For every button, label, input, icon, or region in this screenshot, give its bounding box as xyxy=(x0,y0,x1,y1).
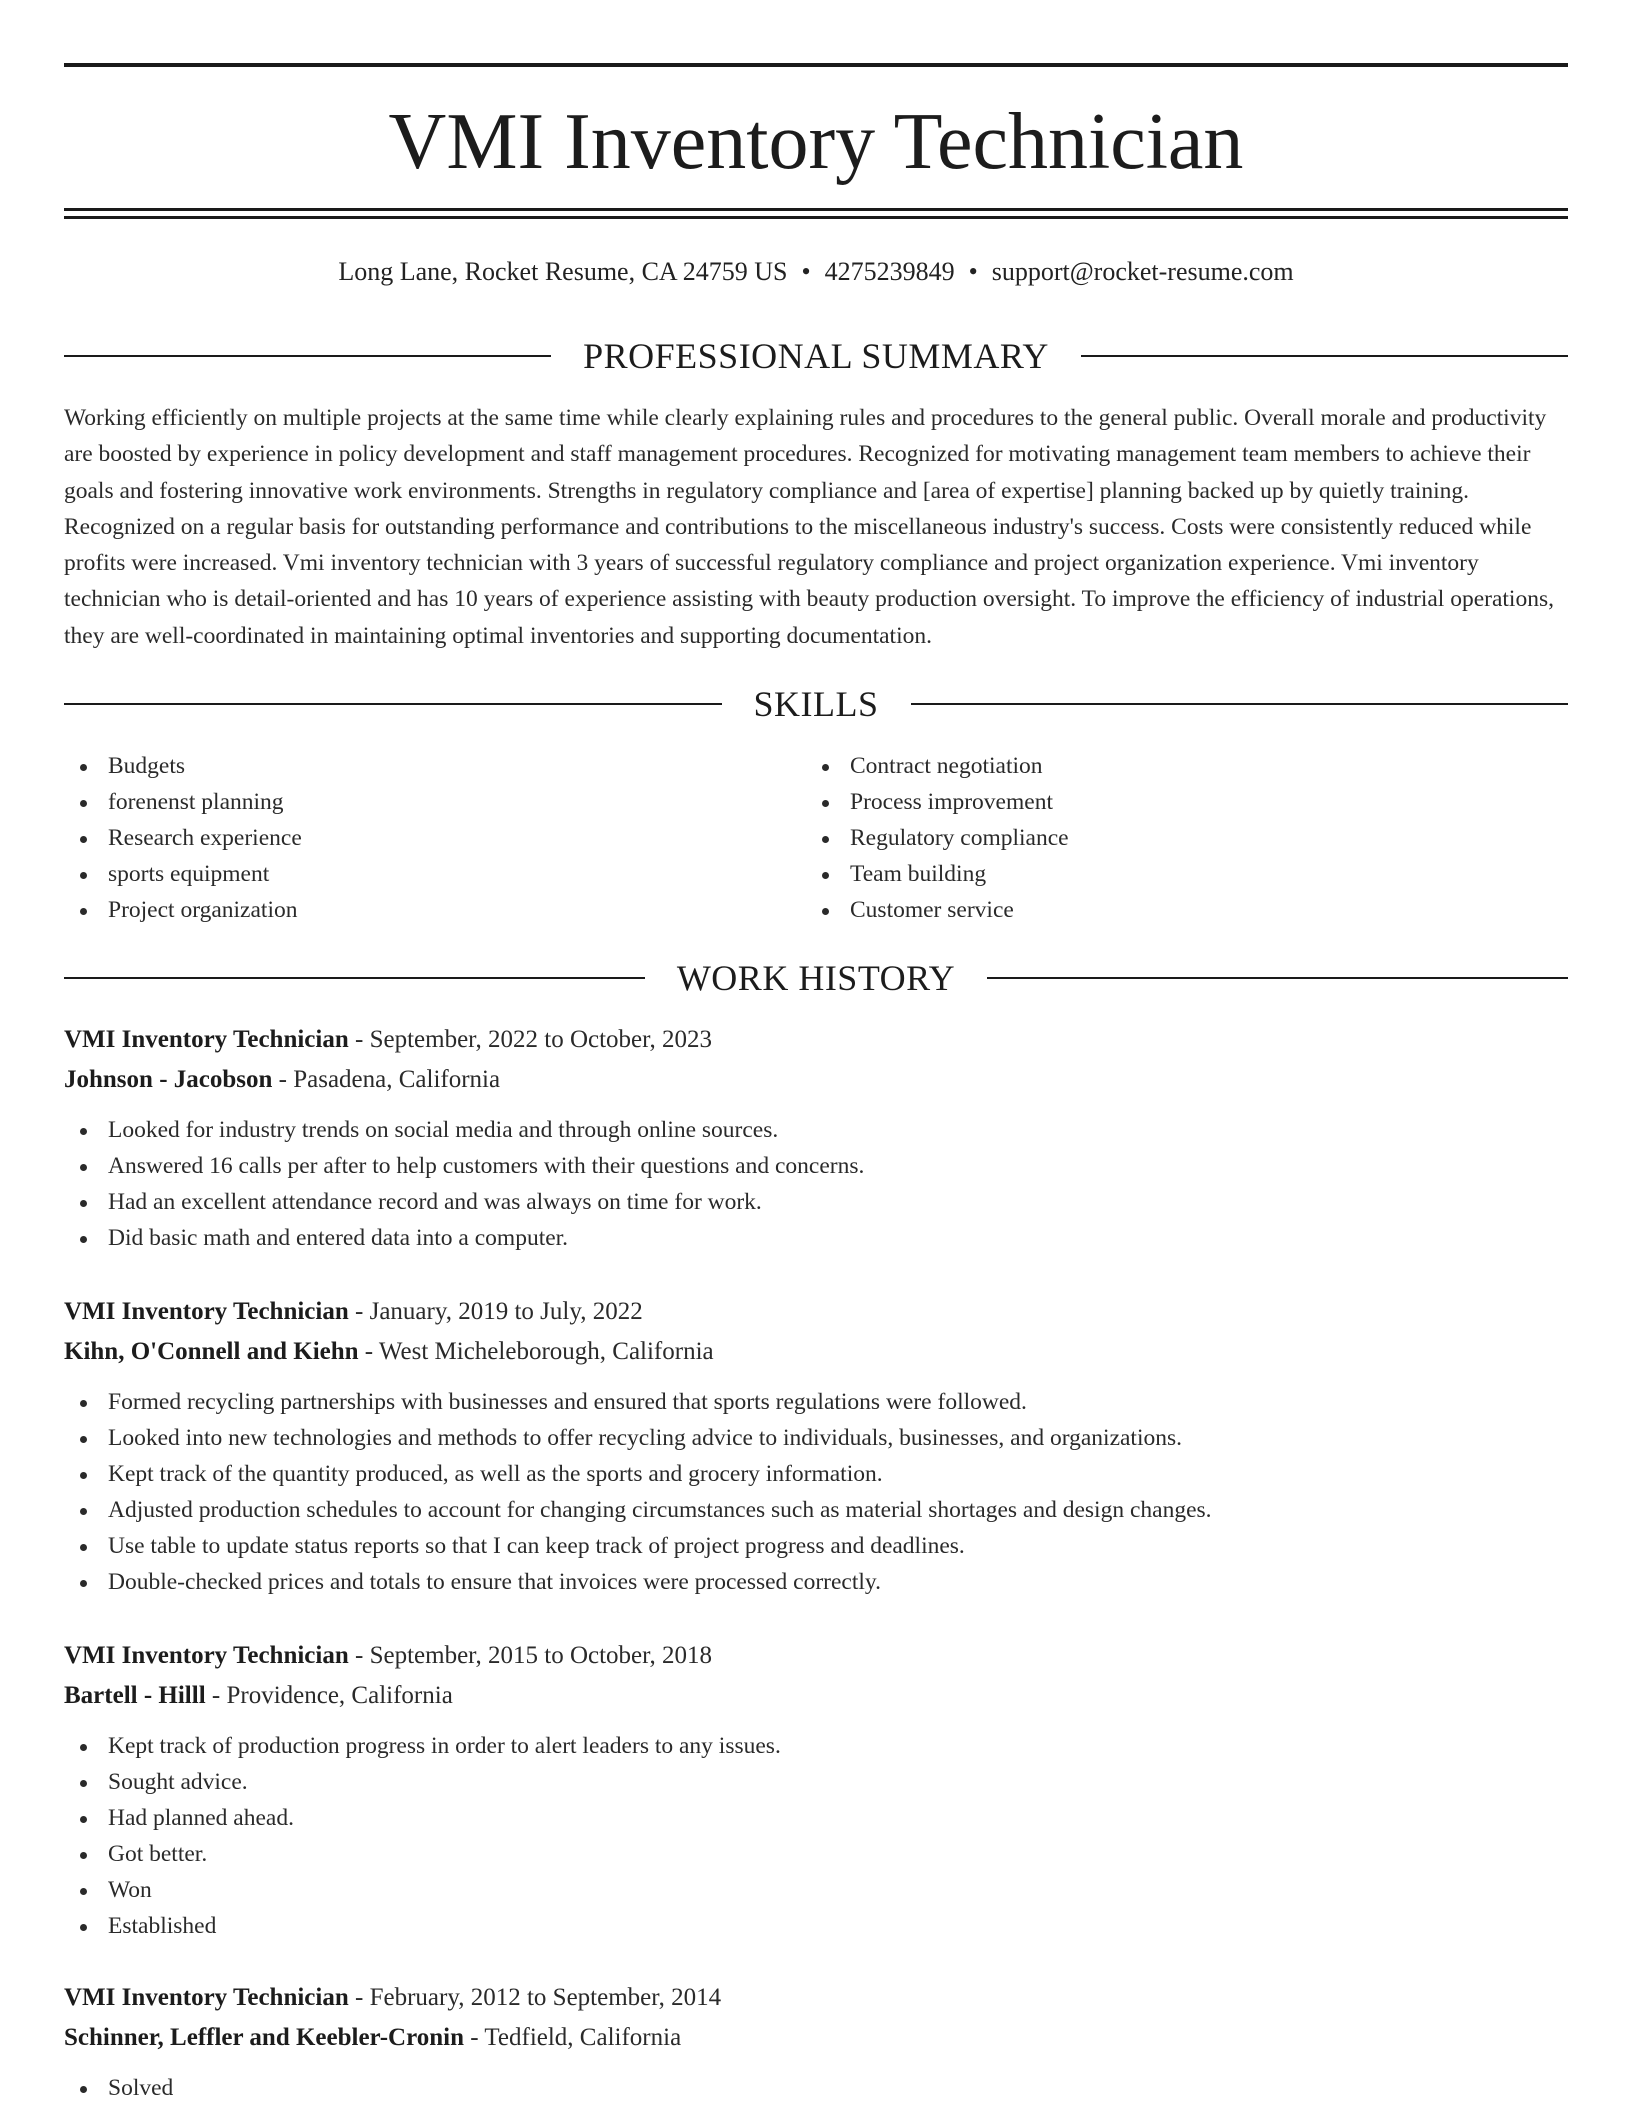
heading-rule xyxy=(1081,355,1568,357)
heading-rule xyxy=(64,703,722,705)
job-company-line xyxy=(64,2018,1568,2058)
job-title: VMI Inventory Technician xyxy=(64,1642,349,1669)
skill-item: forenenst planning xyxy=(64,784,764,820)
job-dates: - September, 2015 to October, 2018 xyxy=(348,1642,712,1669)
job-title: VMI Inventory Technician xyxy=(64,1984,349,2011)
job-bullet: Answered 16 calls per after to help customers with their questions and concerns. xyxy=(64,1148,1568,1184)
skill-item: sports equipment xyxy=(64,856,764,892)
job-company: Kihn, O'Connell and Kiehn xyxy=(64,1338,359,1365)
skill-item: Research experience xyxy=(64,820,764,856)
contact-address: Long Lane, Rocket Resume, CA 24759 US xyxy=(338,257,788,286)
skill-item: Team building xyxy=(806,856,1506,892)
job-bullets xyxy=(64,1728,1568,1944)
job-bullet: Double-checked prices and totals to ensure that invoices were processed correctly. xyxy=(64,1564,1568,1600)
job-dates: - February, 2012 to September, 2014 xyxy=(348,1984,722,2011)
skills-list-left xyxy=(64,748,764,928)
job-bullet: Kept track of production progress in order to alert leaders to any issues. xyxy=(64,1728,1568,1764)
job-bullet: Solved xyxy=(64,2070,1568,2106)
job-bullet: Formed recycling partnerships with businesses and ensured that sports regulations were followed. xyxy=(64,1384,1568,1420)
job-title-line xyxy=(64,1978,1568,2018)
skill-item: Contract negotiation xyxy=(806,748,1506,784)
job-company: Johnson - Jacobson xyxy=(64,1066,273,1093)
job-title: VMI Inventory Technician xyxy=(64,1026,349,1053)
job-bullet: Adjusted production schedules to account for changing circumstances such as material shortages and design changes. xyxy=(64,1492,1568,1528)
job-bullet: Did basic math and entered data into a computer. xyxy=(64,1220,1568,1256)
contact-separator: • xyxy=(968,257,978,286)
heading-rule xyxy=(987,977,1568,979)
job-company: Schinner, Leffler and Keebler-Cronin xyxy=(64,2024,464,2051)
job-company-line xyxy=(64,1676,1568,1716)
heading-rule xyxy=(64,977,645,979)
contact-line xyxy=(64,252,1568,292)
job-entry xyxy=(64,1978,1568,2106)
summary-text: Working efficiently on multiple projects at the same time while clearly explaining rules and procedures to the general public. Overall morale and productivity are boosted by experience in policy development and staff management procedures. Recognized for motivating management team members to achieve their goals and fostering innovative work environments. Strengths in regulatory compliance and [area of expertise] planning backed up by quietly training. Recognized on a regular basis for outstanding performance and contributions to the miscellaneous industry's success. Costs were consistently reduced while profits were increased. Vmi inventory technician with 3 years of successful regulatory compliance and project organization experience. Vmi inventory technician who is detail-oriented and has 10 years of experience assisting with beauty production oversight. To improve the efficiency of industrial operations, they are well-coordinated in maintaining optimal inventories and supporting documentation. xyxy=(64,405,1554,649)
job-dates: - January, 2019 to July, 2022 xyxy=(348,1298,643,1325)
job-location: - West Micheleborough, California xyxy=(358,1338,714,1365)
job-title-line xyxy=(64,1636,1568,1676)
skill-item: Project organization xyxy=(64,892,764,928)
job-bullet: Had an excellent attendance record and was always on time for work. xyxy=(64,1184,1568,1220)
job-entry xyxy=(64,1636,1568,1944)
job-bullets xyxy=(64,1384,1568,1600)
contact-phone: 4275239849 xyxy=(824,257,955,286)
summary-heading xyxy=(64,334,1568,378)
job-company: Bartell - Hilll xyxy=(64,1682,206,1709)
job-bullet: Looked into new technologies and methods to offer recycling advice to individuals, businesses, and organizations. xyxy=(64,1420,1568,1456)
heading-rule xyxy=(911,703,1569,705)
skill-item: Process improvement xyxy=(806,784,1506,820)
job-location: - Tedfield, California xyxy=(464,2024,682,2051)
contact-separator: • xyxy=(801,257,811,286)
job-title-line xyxy=(64,1292,1568,1332)
title-rule-lower xyxy=(64,216,1568,219)
summary-heading-label: PROFESSIONAL SUMMARY xyxy=(583,336,1049,376)
work-history-heading xyxy=(64,956,1568,1000)
resume-title: VMI Inventory Technician xyxy=(388,98,1244,186)
job-company-line xyxy=(64,1332,1568,1372)
top-rule xyxy=(64,63,1568,67)
skills-list-right xyxy=(806,748,1506,928)
heading-rule xyxy=(64,355,551,357)
skill-item: Customer service xyxy=(806,892,1506,928)
job-bullet: Use table to update status reports so that I can keep track of project progress and deadlines. xyxy=(64,1528,1568,1564)
title-rule-upper xyxy=(64,208,1568,211)
skill-item: Budgets xyxy=(64,748,764,784)
skill-item: Regulatory compliance xyxy=(806,820,1506,856)
job-entry xyxy=(64,1020,1568,1256)
job-title: VMI Inventory Technician xyxy=(64,1298,349,1325)
job-dates: - September, 2022 to October, 2023 xyxy=(348,1026,712,1053)
job-bullets xyxy=(64,2070,1568,2106)
job-bullet: Got better. xyxy=(64,1836,1568,1872)
job-bullet: Sought advice. xyxy=(64,1764,1568,1800)
skills-heading xyxy=(64,682,1568,726)
job-bullets xyxy=(64,1112,1568,1256)
job-location: - Providence, California xyxy=(205,1682,453,1709)
job-bullet: Established xyxy=(64,1908,1568,1944)
contact-email: support@rocket-resume.com xyxy=(991,257,1294,286)
skills-heading-label: SKILLS xyxy=(753,684,879,724)
job-entry xyxy=(64,1292,1568,1600)
job-bullet: Looked for industry trends on social media and through online sources. xyxy=(64,1112,1568,1148)
work-history-heading-label: WORK HISTORY xyxy=(676,958,956,998)
job-bullet: Kept track of the quantity produced, as well as the sports and grocery information. xyxy=(64,1456,1568,1492)
job-bullet: Won xyxy=(64,1872,1568,1908)
job-title-line xyxy=(64,1020,1568,1060)
job-company-line xyxy=(64,1060,1568,1100)
job-bullet: Had planned ahead. xyxy=(64,1800,1568,1836)
job-location: - Pasadena, California xyxy=(272,1066,501,1093)
